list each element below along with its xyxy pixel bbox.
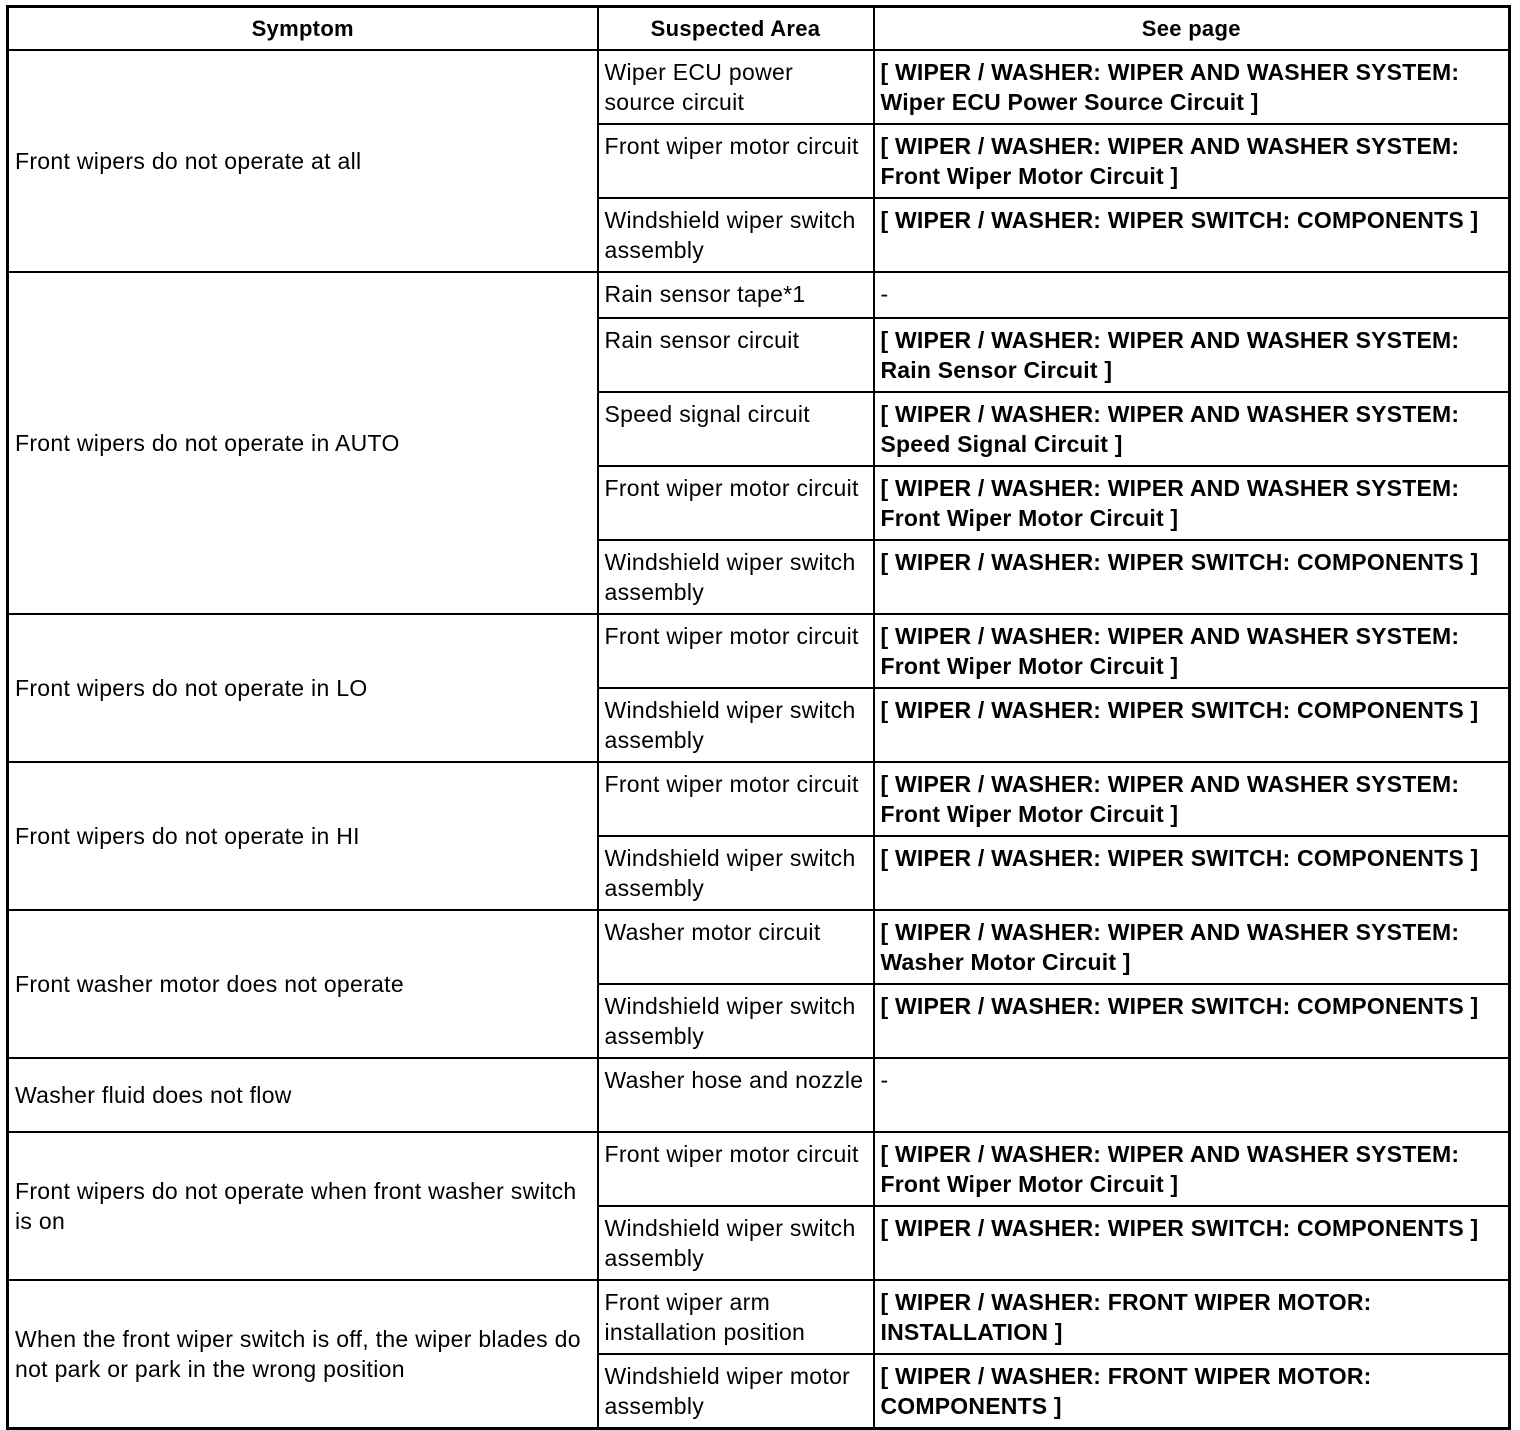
header-symptom: Symptom — [8, 7, 598, 51]
table-row — [8, 1132, 1510, 1206]
symptom-cell: Front wipers do not operate in LO — [8, 614, 598, 762]
suspected-area-cell: Windshield wiper switch assembly — [598, 688, 874, 762]
suspected-area-cell: Rain sensor circuit — [598, 318, 874, 392]
suspected-area-cell: Front wiper arm installation position — [598, 1280, 874, 1354]
suspected-area-cell: Washer motor circuit — [598, 910, 874, 984]
suspected-area-cell: Front wiper motor circuit — [598, 1132, 874, 1206]
see-page-link[interactable]: [ WIPER / WASHER: WIPER AND WASHER SYSTEM: Washer Motor Circuit ] — [874, 910, 1510, 984]
see-page-link[interactable]: [ WIPER / WASHER: FRONT WIPER MOTOR: INSTALLATION ] — [874, 1280, 1510, 1354]
see-page-link[interactable]: [ WIPER / WASHER: WIPER SWITCH: COMPONENTS ] — [874, 198, 1510, 272]
symptom-cell: Front washer motor does not operate — [8, 910, 598, 1058]
table-row — [8, 910, 1510, 984]
see-page-link[interactable]: [ WIPER / WASHER: WIPER AND WASHER SYSTEM: Wiper ECU Power Source Circuit ] — [874, 50, 1510, 124]
see-page-link[interactable]: [ WIPER / WASHER: WIPER AND WASHER SYSTEM: Front Wiper Motor Circuit ] — [874, 614, 1510, 688]
see-page-link[interactable]: [ WIPER / WASHER: WIPER AND WASHER SYSTEM: Speed Signal Circuit ] — [874, 392, 1510, 466]
header-row — [8, 7, 1510, 51]
suspected-area-cell: Speed signal circuit — [598, 392, 874, 466]
suspected-area-cell: Windshield wiper switch assembly — [598, 540, 874, 614]
see-page-link[interactable]: [ WIPER / WASHER: FRONT WIPER MOTOR: COMPONENTS ] — [874, 1354, 1510, 1429]
suspected-area-cell: Washer hose and nozzle — [598, 1058, 874, 1132]
symptom-cell: Front wipers do not operate at all — [8, 50, 598, 272]
table-row — [8, 272, 1510, 318]
header-see-page: See page — [874, 7, 1510, 51]
symptom-cell: When the front wiper switch is off, the wiper blades do not park or park in the wrong position — [8, 1280, 598, 1429]
suspected-area-cell: Front wiper motor circuit — [598, 614, 874, 688]
symptom-cell: Front wipers do not operate when front washer switch is on — [8, 1132, 598, 1280]
suspected-area-cell: Windshield wiper switch assembly — [598, 984, 874, 1058]
see-page-link[interactable]: [ WIPER / WASHER: WIPER AND WASHER SYSTEM: Front Wiper Motor Circuit ] — [874, 124, 1510, 198]
symptom-cell: Front wipers do not operate in HI — [8, 762, 598, 910]
see-page-link[interactable]: [ WIPER / WASHER: WIPER SWITCH: COMPONENTS ] — [874, 984, 1510, 1058]
suspected-area-cell: Windshield wiper switch assembly — [598, 836, 874, 910]
symptom-cell: Front wipers do not operate in AUTO — [8, 272, 598, 614]
table-row — [8, 50, 1510, 124]
suspected-area-cell: Windshield wiper switch assembly — [598, 1206, 874, 1280]
see-page-link[interactable]: [ WIPER / WASHER: WIPER SWITCH: COMPONENTS ] — [874, 688, 1510, 762]
suspected-area-cell: Windshield wiper switch assembly — [598, 198, 874, 272]
see-page-cell: - — [874, 1058, 1510, 1132]
table-row — [8, 1058, 1510, 1132]
see-page-link[interactable]: [ WIPER / WASHER: WIPER SWITCH: COMPONENTS ] — [874, 1206, 1510, 1280]
see-page-link[interactable]: [ WIPER / WASHER: WIPER AND WASHER SYSTEM: Front Wiper Motor Circuit ] — [874, 466, 1510, 540]
see-page-link[interactable]: [ WIPER / WASHER: WIPER SWITCH: COMPONENTS ] — [874, 836, 1510, 910]
see-page-link[interactable]: [ WIPER / WASHER: WIPER AND WASHER SYSTEM: Front Wiper Motor Circuit ] — [874, 1132, 1510, 1206]
header-suspected-area: Suspected Area — [598, 7, 874, 51]
table-row — [8, 762, 1510, 836]
see-page-link[interactable]: [ WIPER / WASHER: WIPER SWITCH: COMPONENTS ] — [874, 540, 1510, 614]
suspected-area-cell: Front wiper motor circuit — [598, 466, 874, 540]
see-page-link[interactable]: [ WIPER / WASHER: WIPER AND WASHER SYSTEM: Front Wiper Motor Circuit ] — [874, 762, 1510, 836]
table-row — [8, 1280, 1510, 1354]
table-row — [8, 614, 1510, 688]
suspected-area-cell: Front wiper motor circuit — [598, 762, 874, 836]
see-page-cell: - — [874, 272, 1510, 318]
suspected-area-cell: Wiper ECU power source circuit — [598, 50, 874, 124]
suspected-area-cell: Front wiper motor circuit — [598, 124, 874, 198]
symptom-table — [6, 5, 1511, 1430]
see-page-link[interactable]: [ WIPER / WASHER: WIPER AND WASHER SYSTEM: Rain Sensor Circuit ] — [874, 318, 1510, 392]
symptom-cell: Washer fluid does not flow — [8, 1058, 598, 1132]
suspected-area-cell: Rain sensor tape*1 — [598, 272, 874, 318]
suspected-area-cell: Windshield wiper motor assembly — [598, 1354, 874, 1429]
